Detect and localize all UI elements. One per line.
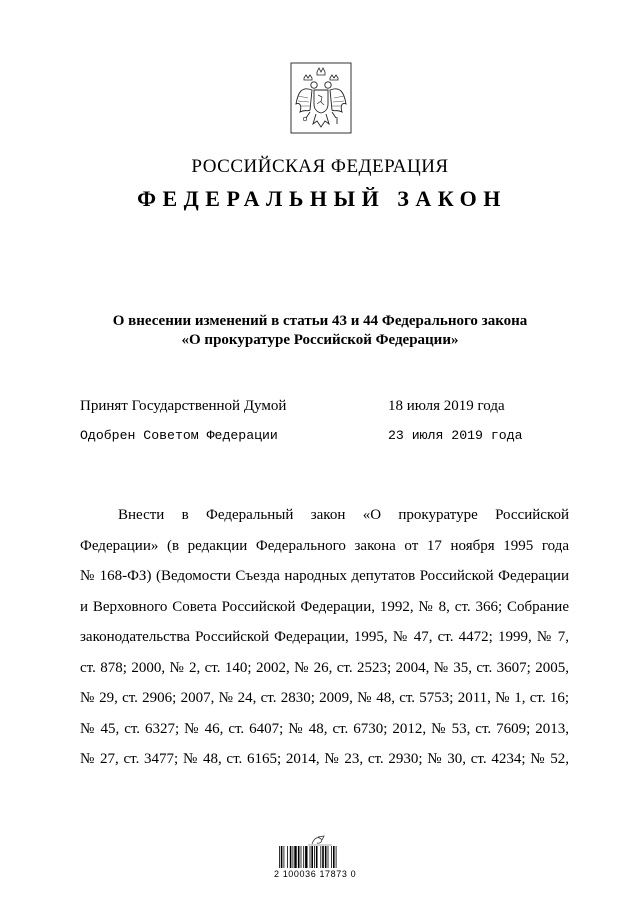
adoption-label: Принят Государственной Думой — [80, 398, 287, 414]
coat-of-arms-icon — [290, 62, 352, 134]
registration-stamp-icon — [278, 834, 360, 846]
body-line: ст. 878; 2000, № 2, ст. 140; 2002, № 26, ст. 2523; 2004, № 35, ст. 3607; 2005, — [80, 659, 569, 676]
adoption-date: 18 июля 2019 года — [388, 398, 505, 414]
body-line: и Верховного Совета Российской Федерации, 1992, № 8, ст. 366; Собрание — [80, 598, 569, 615]
law-title — [80, 312, 560, 350]
law-title-line-1: О внесении изменений в статьи 43 и 44 Федерального закона — [112, 313, 528, 329]
adoption-label: Одобрен Советом Федерации — [80, 428, 278, 443]
document-type: ФЕДЕРАЛЬНЫЙ ЗАКОН — [137, 186, 507, 211]
barcode-number: 2 100036 17873 0 — [274, 869, 357, 879]
body-line: Внести в Федеральный закон «О прокуратуре Российской — [118, 507, 569, 523]
body-line: законодательства Российской Федерации, 1995, № 47, ст. 4472; 1999, № 7, — [80, 629, 569, 645]
body-line: № 29, ст. 2906; 2007, № 24, ст. 2830; 2009, № 48, ст. 5753; 2011, № 1, ст. 16; — [80, 690, 569, 706]
body-line: № 27, ст. 3477; № 48, ст. 6165; 2014, № 23, ст. 2930; № 30, ст. 4234; № 52, — [80, 751, 569, 767]
law-title-line-2: «О прокуратуре Российской Федерации» — [181, 332, 459, 348]
body-line: Федерации» (в редакции Федерального закона от 17 ноября 1995 года — [80, 537, 569, 554]
country-name: РОССИЙСКАЯ ФЕДЕРАЦИЯ — [191, 156, 449, 177]
law-body-text — [80, 500, 569, 775]
adoption-date: 23 июля 2019 года — [388, 428, 523, 443]
body-line: № 168-ФЗ) (Ведомости Съезда народных депутатов Российской Федерации — [80, 568, 569, 584]
body-line: № 45, ст. 6327; № 46, ст. 6407; № 48, ст. 6730; 2012, № 53, ст. 7609; 2013, — [80, 720, 569, 737]
barcode-icon — [279, 846, 359, 868]
